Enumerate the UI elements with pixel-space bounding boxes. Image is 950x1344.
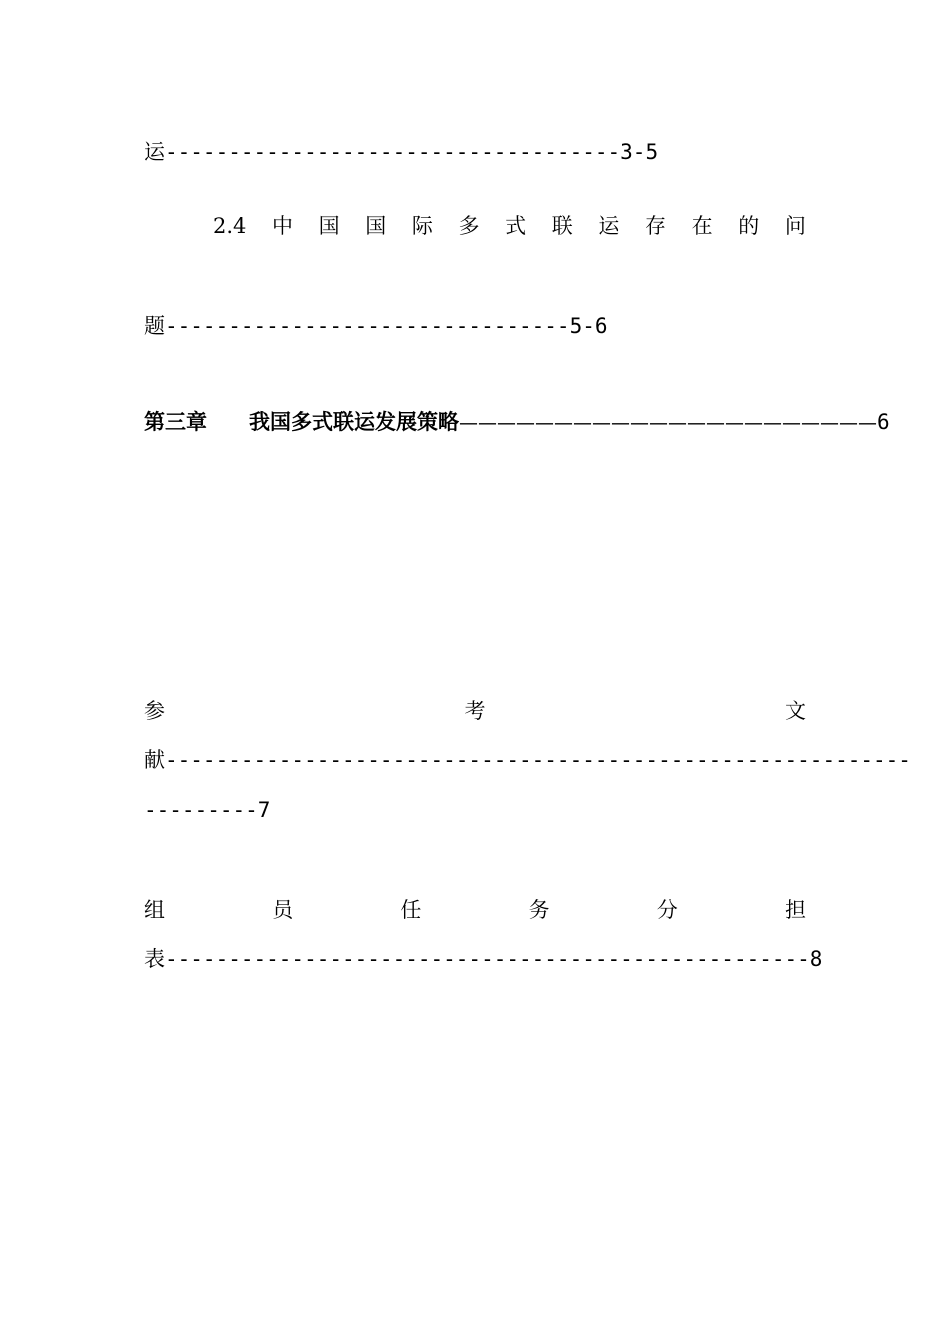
toc-entry-text: 题 xyxy=(144,314,165,338)
toc-entry-text: 表 xyxy=(144,947,165,971)
toc-leader: ----------------------------------------------------------- xyxy=(165,748,911,772)
toc-entry-references xyxy=(144,696,806,726)
toc-char: 在 xyxy=(691,214,713,238)
toc-entry-continuation-line xyxy=(144,795,806,825)
toc-char: 存 xyxy=(645,214,667,238)
chapter-label: 第三章 xyxy=(144,410,207,434)
toc-page-number: 7 xyxy=(257,798,271,822)
toc-entry-continuation-line xyxy=(144,745,911,775)
toc-char: 组 xyxy=(144,898,165,922)
toc-char: 中 xyxy=(272,214,294,238)
toc-page-number: 3-5 xyxy=(620,140,659,164)
toc-entry-continuation-line xyxy=(144,311,806,341)
toc-entry-text: 运 xyxy=(144,140,165,164)
toc-entry-team-tasks xyxy=(144,895,806,925)
toc-char: 式 xyxy=(505,214,527,238)
toc-entry-2-4 xyxy=(213,211,806,241)
toc-char: 运 xyxy=(598,214,620,238)
toc-char: 际 xyxy=(411,214,433,238)
toc-char: 联 xyxy=(551,214,573,238)
toc-char: 2.4 xyxy=(213,214,247,238)
toc-entry-continuation-line xyxy=(144,944,823,974)
toc-page-number: 8 xyxy=(809,947,823,971)
toc-chapter-3 xyxy=(144,407,890,438)
toc-leader: --------------------------------------------------- xyxy=(165,947,810,971)
toc-leader: ------------------------------------ xyxy=(165,140,621,164)
toc-char: 文 xyxy=(785,699,806,723)
toc-page-number: 5-6 xyxy=(569,314,608,338)
chapter-title: 我国多式联运发展策略 xyxy=(249,410,459,434)
toc-leader: --------- xyxy=(144,798,258,822)
toc-char: 任 xyxy=(400,898,422,922)
toc-char: 参 xyxy=(144,699,165,723)
toc-page-number: 6 xyxy=(877,410,890,434)
toc-leader: —————————————————————— xyxy=(459,412,877,434)
toc-entry-continuation-line xyxy=(144,137,806,167)
toc-char: 担 xyxy=(784,898,806,922)
toc-entry-text: 献 xyxy=(144,748,165,772)
toc-char: 员 xyxy=(272,898,294,922)
toc-char: 分 xyxy=(656,898,678,922)
toc-char: 考 xyxy=(464,699,486,723)
toc-leader: -------------------------------- xyxy=(165,314,570,338)
toc-char: 国 xyxy=(365,214,387,238)
toc-char: 国 xyxy=(318,214,340,238)
toc-char: 的 xyxy=(738,214,760,238)
toc-char: 务 xyxy=(528,898,550,922)
toc-char: 问 xyxy=(784,214,806,238)
toc-char: 多 xyxy=(458,214,480,238)
